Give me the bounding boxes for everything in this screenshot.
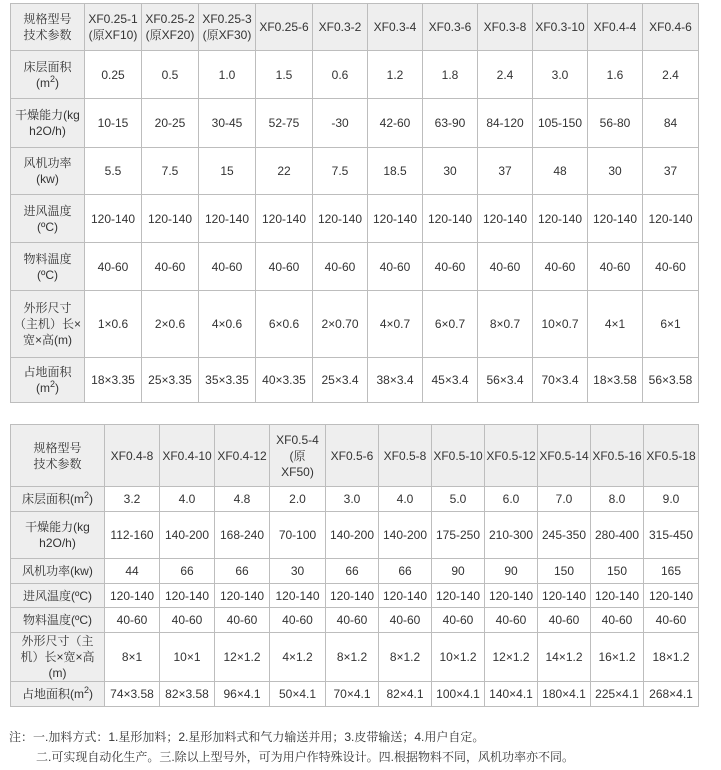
t2-value-cell: 3.0 — [326, 487, 379, 512]
t2-value-cell: 120-140 — [644, 584, 699, 608]
t1-value-cell: 84 — [643, 99, 699, 148]
t1-value-cell: 84-120 — [478, 99, 533, 148]
t1-model-cell: XF0.25-3 (原XF30) — [199, 4, 256, 51]
t1-value-cell: 38×3.4 — [368, 358, 423, 403]
t2-value-cell: 40-60 — [270, 608, 326, 633]
t1-value-cell: 40-60 — [85, 243, 142, 291]
t2-value-cell: 280-400 — [591, 512, 644, 559]
t2-value-cell: 66 — [160, 559, 215, 584]
t1-value-cell: 2×0.70 — [313, 291, 368, 358]
t1-value-cell: 22 — [256, 148, 313, 195]
t1-value-cell: 120-140 — [142, 195, 199, 243]
t1-model-cell: XF0.25-6 — [256, 4, 313, 51]
t2-value-cell: 120-140 — [326, 584, 379, 608]
t1-value-cell: 40-60 — [643, 243, 699, 291]
t2-value-cell: 150 — [538, 559, 591, 584]
t1-value-cell: 37 — [643, 148, 699, 195]
t2-model-cell: XF0.5-4 (原 XF50) — [270, 425, 326, 487]
t1-value-cell: 6×1 — [643, 291, 699, 358]
t1-model-cell: XF0.3-8 — [478, 4, 533, 51]
spec-table-2-body — [11, 425, 699, 707]
t2-value-cell: 120-140 — [485, 584, 538, 608]
t2-value-cell: 120-140 — [160, 584, 215, 608]
t2-value-cell: 90 — [432, 559, 485, 584]
t2-model-cell: XF0.5-12 — [485, 425, 538, 487]
t2-param-label: 风机功率(kw) — [11, 559, 105, 584]
t1-row — [11, 358, 699, 403]
t1-value-cell: 45×3.4 — [423, 358, 478, 403]
t2-value-cell: 6.0 — [485, 487, 538, 512]
t2-value-cell: 40-60 — [644, 608, 699, 633]
t1-model-cell: XF0.25-1 (原XF10) — [85, 4, 142, 51]
t2-value-cell: 40-60 — [215, 608, 270, 633]
t2-value-cell: 96×4.1 — [215, 682, 270, 707]
t2-value-cell: 225×4.1 — [591, 682, 644, 707]
t2-value-cell: 140-200 — [326, 512, 379, 559]
t1-param-label: 床层面积 $(m^2)$ — [11, 51, 85, 99]
t1-value-cell: 56×3.58 — [643, 358, 699, 403]
t2-value-cell: 180×4.1 — [538, 682, 591, 707]
t2-value-cell: 40-60 — [379, 608, 432, 633]
t1-value-cell: 8×0.7 — [478, 291, 533, 358]
t1-model-cell: XF0.25-2 (原XF20) — [142, 4, 199, 51]
t1-value-cell: 10×0.7 — [533, 291, 588, 358]
t2-value-cell: 120-140 — [105, 584, 160, 608]
t1-value-cell: 2.4 — [643, 51, 699, 99]
t1-value-cell: 3.0 — [533, 51, 588, 99]
t2-value-cell: 40-60 — [432, 608, 485, 633]
note-line-1: 注：一.加料方式：1.星形加料；2.星形加料式和气力输送并用；3.皮带输送；4.用户自定。 — [9, 730, 485, 744]
t2-value-cell: 120-140 — [215, 584, 270, 608]
t2-model-cell: XF0.5-18 — [644, 425, 699, 487]
t2-value-cell: 4.0 — [160, 487, 215, 512]
t2-value-cell: 82×3.58 — [160, 682, 215, 707]
t2-row — [11, 608, 699, 633]
t1-row — [11, 243, 699, 291]
t1-value-cell: 1×0.6 — [85, 291, 142, 358]
t2-value-cell: 150 — [591, 559, 644, 584]
t2-value-cell: 3.2 — [105, 487, 160, 512]
note-line-2: 二.可实现自动化生产。三.除以上型号外，可为用户作特殊设计。四.根据物料不同，风机功率亦不同。 — [36, 750, 575, 764]
t1-value-cell: 1.0 — [199, 51, 256, 99]
t2-value-cell: 18×1.2 — [644, 633, 699, 682]
t1-value-cell: 40-60 — [423, 243, 478, 291]
t1-value-cell: 1.5 — [256, 51, 313, 99]
t1-value-cell: 1.2 — [368, 51, 423, 99]
t1-value-cell: 120-140 — [199, 195, 256, 243]
t2-value-cell: 165 — [644, 559, 699, 584]
t2-value-cell: 100×4.1 — [432, 682, 485, 707]
t2-header-row — [11, 425, 699, 487]
t1-value-cell: 30 — [588, 148, 643, 195]
t2-value-cell: 120-140 — [591, 584, 644, 608]
t2-value-cell: 14×1.2 — [538, 633, 591, 682]
t1-model-cell: XF0.3-2 — [313, 4, 368, 51]
t2-model-cell: XF0.4-12 — [215, 425, 270, 487]
t2-value-cell: 8×1.2 — [326, 633, 379, 682]
t1-value-cell: 35×3.35 — [199, 358, 256, 403]
t1-value-cell: -30 — [313, 99, 368, 148]
t2-value-cell: 210-300 — [485, 512, 538, 559]
t2-param-label: 床层面积$(m^2)$ — [11, 487, 105, 512]
t1-value-cell: 0.6 — [313, 51, 368, 99]
t1-model-cell: XF0.4-4 — [588, 4, 643, 51]
t2-value-cell: 50×4.1 — [270, 682, 326, 707]
t1-value-cell: 40-60 — [199, 243, 256, 291]
t2-value-cell: 74×3.58 — [105, 682, 160, 707]
t2-value-cell: 90 — [485, 559, 538, 584]
t2-value-cell: 12×1.2 — [215, 633, 270, 682]
t1-value-cell: 4×0.6 — [199, 291, 256, 358]
t2-value-cell: 16×1.2 — [591, 633, 644, 682]
t1-value-cell: 10-15 — [85, 99, 142, 148]
t2-value-cell: 315-450 — [644, 512, 699, 559]
t2-value-cell: 120-140 — [270, 584, 326, 608]
spec-table-2 — [10, 424, 699, 707]
t2-value-cell: 168-240 — [215, 512, 270, 559]
t2-value-cell: 40-60 — [105, 608, 160, 633]
t2-value-cell: 10×1.2 — [432, 633, 485, 682]
t2-model-cell: XF0.4-8 — [105, 425, 160, 487]
t2-corner-cell: 规格型号 技术参数 — [11, 425, 105, 487]
t1-value-cell: 4×1 — [588, 291, 643, 358]
t2-row — [11, 559, 699, 584]
t2-value-cell: 4×1.2 — [270, 633, 326, 682]
t2-row — [11, 512, 699, 559]
t1-value-cell: 40-60 — [533, 243, 588, 291]
t1-value-cell: 120-140 — [423, 195, 478, 243]
t2-value-cell: 66 — [215, 559, 270, 584]
t1-value-cell: 40-60 — [256, 243, 313, 291]
t2-param-label: 占地面积$(m^2)$ — [11, 682, 105, 707]
t1-value-cell: 40×3.35 — [256, 358, 313, 403]
t2-model-cell: XF0.5-16 — [591, 425, 644, 487]
t1-value-cell: 7.5 — [313, 148, 368, 195]
t2-model-cell: XF0.4-10 — [160, 425, 215, 487]
t1-value-cell: 120-140 — [588, 195, 643, 243]
t1-value-cell: 120-140 — [368, 195, 423, 243]
t1-row — [11, 291, 699, 358]
t1-value-cell: 48 — [533, 148, 588, 195]
t2-value-cell: 40-60 — [591, 608, 644, 633]
t2-param-label: 进风温度(ºC) — [11, 584, 105, 608]
t2-value-cell: 40-60 — [326, 608, 379, 633]
t1-value-cell: 120-140 — [643, 195, 699, 243]
t2-value-cell: 2.0 — [270, 487, 326, 512]
t2-row — [11, 584, 699, 608]
t2-value-cell: 8.0 — [591, 487, 644, 512]
t1-value-cell: 52-75 — [256, 99, 313, 148]
t1-value-cell: 6×0.7 — [423, 291, 478, 358]
t2-model-cell: XF0.5-6 — [326, 425, 379, 487]
t2-param-label: 外形尺寸（主 机）长×宽×高 (m) — [11, 633, 105, 682]
t1-param-label: 占地面积 $(m^2)$ — [11, 358, 85, 403]
t1-param-label: 进风温度 (ºC) — [11, 195, 85, 243]
t1-value-cell: 120-140 — [256, 195, 313, 243]
t1-header-row — [11, 4, 699, 51]
t2-value-cell: 140-200 — [379, 512, 432, 559]
t1-value-cell: 2×0.6 — [142, 291, 199, 358]
t2-value-cell: 66 — [326, 559, 379, 584]
t1-model-cell: XF0.3-10 — [533, 4, 588, 51]
t1-value-cell: 0.25 — [85, 51, 142, 99]
t1-value-cell: 18×3.35 — [85, 358, 142, 403]
t2-value-cell: 70-100 — [270, 512, 326, 559]
t1-value-cell: 15 — [199, 148, 256, 195]
spec-table-1-body — [11, 4, 699, 403]
t2-model-cell: XF0.5-14 — [538, 425, 591, 487]
t2-value-cell: 268×4.1 — [644, 682, 699, 707]
t2-row — [11, 633, 699, 682]
t2-value-cell: 112-160 — [105, 512, 160, 559]
t2-model-cell: XF0.5-8 — [379, 425, 432, 487]
t2-value-cell: 70×4.1 — [326, 682, 379, 707]
t1-value-cell: 40-60 — [588, 243, 643, 291]
t1-model-cell: XF0.3-6 — [423, 4, 478, 51]
t1-value-cell: 70×3.4 — [533, 358, 588, 403]
t1-value-cell: 40-60 — [142, 243, 199, 291]
t2-value-cell: 8×1 — [105, 633, 160, 682]
t1-param-label: 干燥能力(kg h2O/h) — [11, 99, 85, 148]
t2-param-label: 干燥能力(kg h2O/h) — [11, 512, 105, 559]
t2-value-cell: 5.0 — [432, 487, 485, 512]
t2-value-cell: 140×4.1 — [485, 682, 538, 707]
t2-value-cell: 12×1.2 — [485, 633, 538, 682]
t1-value-cell: 105-150 — [533, 99, 588, 148]
t1-value-cell: 120-140 — [478, 195, 533, 243]
t2-value-cell: 40-60 — [538, 608, 591, 633]
t2-param-label: 物料温度(ºC) — [11, 608, 105, 633]
t1-value-cell: 4×0.7 — [368, 291, 423, 358]
t2-value-cell: 7.0 — [538, 487, 591, 512]
t1-value-cell: 7.5 — [142, 148, 199, 195]
t2-value-cell: 82×4.1 — [379, 682, 432, 707]
t2-value-cell: 40-60 — [485, 608, 538, 633]
t2-value-cell: 245-350 — [538, 512, 591, 559]
t1-value-cell: 120-140 — [85, 195, 142, 243]
t1-row — [11, 195, 699, 243]
t1-param-label: 物料温度 (ºC) — [11, 243, 85, 291]
t2-value-cell: 66 — [379, 559, 432, 584]
t1-value-cell: 6×0.6 — [256, 291, 313, 358]
t2-row — [11, 487, 699, 512]
t1-value-cell: 20-25 — [142, 99, 199, 148]
t1-value-cell: 25×3.4 — [313, 358, 368, 403]
t2-value-cell: 8×1.2 — [379, 633, 432, 682]
t1-value-cell: 30 — [423, 148, 478, 195]
t1-value-cell: 120-140 — [533, 195, 588, 243]
spec-table-1 — [10, 3, 699, 403]
t1-value-cell: 5.5 — [85, 148, 142, 195]
t1-row — [11, 51, 699, 99]
t1-value-cell: 18×3.58 — [588, 358, 643, 403]
t1-value-cell: 0.5 — [142, 51, 199, 99]
t2-value-cell: 120-140 — [379, 584, 432, 608]
t1-value-cell: 42-60 — [368, 99, 423, 148]
t1-model-cell: XF0.4-6 — [643, 4, 699, 51]
t1-corner-cell: 规格型号 技术参数 — [11, 4, 85, 51]
t1-value-cell: 1.6 — [588, 51, 643, 99]
t1-model-cell: XF0.3-4 — [368, 4, 423, 51]
t1-value-cell: 2.4 — [478, 51, 533, 99]
t1-value-cell: 37 — [478, 148, 533, 195]
t1-value-cell: 1.8 — [423, 51, 478, 99]
t1-value-cell: 56×3.4 — [478, 358, 533, 403]
t1-value-cell: 40-60 — [478, 243, 533, 291]
t2-value-cell: 4.8 — [215, 487, 270, 512]
t1-value-cell: 40-60 — [313, 243, 368, 291]
t2-value-cell: 4.0 — [379, 487, 432, 512]
t1-value-cell: 120-140 — [313, 195, 368, 243]
t2-value-cell: 120-140 — [538, 584, 591, 608]
t2-value-cell: 10×1 — [160, 633, 215, 682]
t1-value-cell: 63-90 — [423, 99, 478, 148]
t2-value-cell: 40-60 — [160, 608, 215, 633]
t1-param-label: 风机功率 (kw) — [11, 148, 85, 195]
t1-value-cell: 40-60 — [368, 243, 423, 291]
t1-value-cell: 25×3.35 — [142, 358, 199, 403]
t2-value-cell: 140-200 — [160, 512, 215, 559]
t2-row — [11, 682, 699, 707]
t1-value-cell: 18.5 — [368, 148, 423, 195]
t1-param-label: 外形尺寸 （主机）长× 宽×高(m) — [11, 291, 85, 358]
t2-model-cell: XF0.5-10 — [432, 425, 485, 487]
t1-value-cell: 56-80 — [588, 99, 643, 148]
t2-value-cell: 30 — [270, 559, 326, 584]
t2-value-cell: 44 — [105, 559, 160, 584]
t1-row — [11, 148, 699, 195]
t2-value-cell: 9.0 — [644, 487, 699, 512]
t1-row — [11, 99, 699, 148]
t2-value-cell: 175-250 — [432, 512, 485, 559]
t2-value-cell: 120-140 — [432, 584, 485, 608]
t1-value-cell: 30-45 — [199, 99, 256, 148]
